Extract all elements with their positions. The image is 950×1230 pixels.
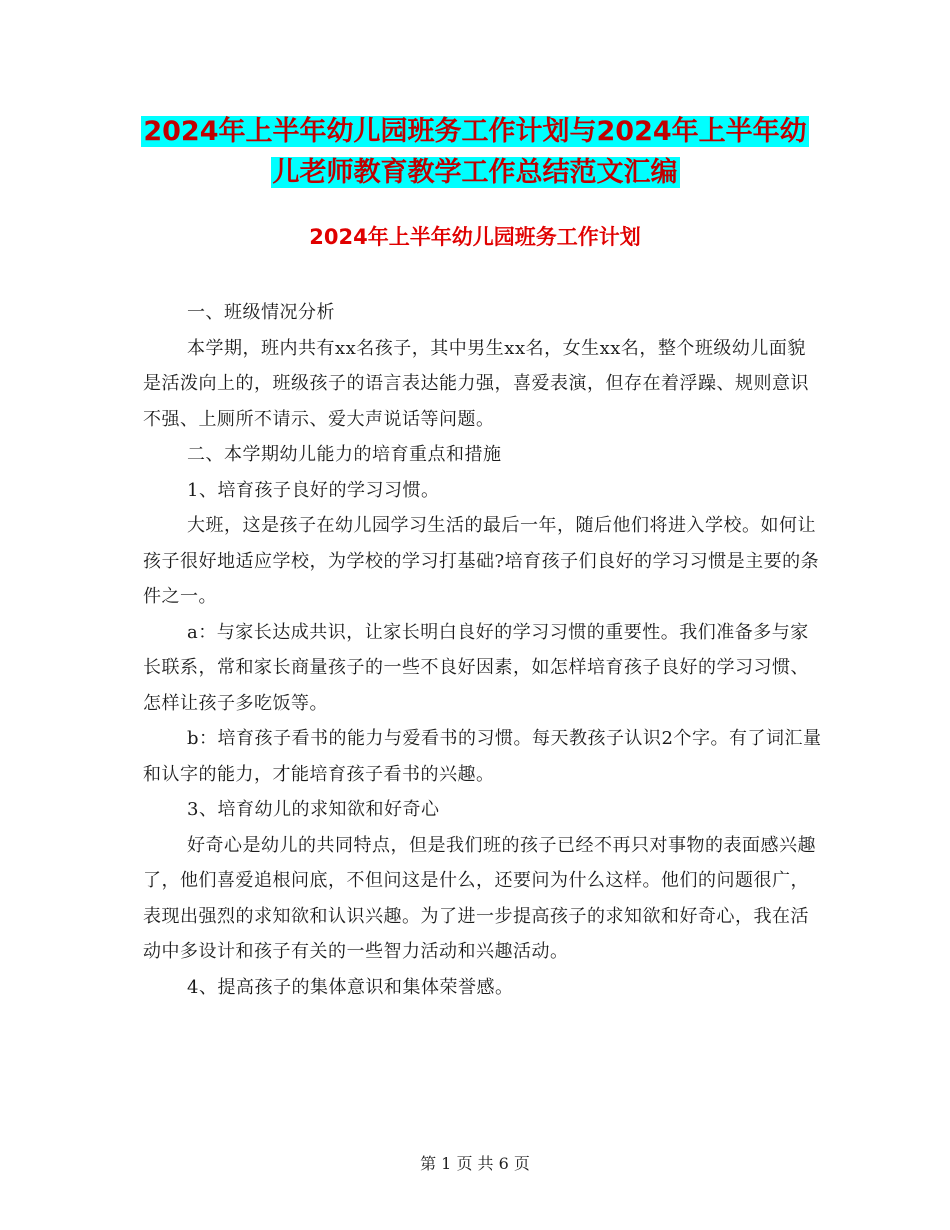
section-title: 2024年上半年幼儿园班务工作计划 — [309, 225, 641, 249]
paragraph: 一、班级情况分析 — [187, 302, 335, 323]
paragraph: 好奇心是幼儿的共同特点，但是我们班的孩子已经不再只对事物的表面感兴趣了，他们喜爱追根问底，不但问这是什么，还要问为什么这样。他们的问题很广，表现出强烈的求知欲和认识兴趣。为了进一步提高孩子的求知欲和好奇心，我在活动中多设计和孩子有关的一些智力活动和兴趣活动。 — [143, 834, 816, 962]
paragraph: 本学期，班内共有xx名孩子，其中男生xx名，女生xx名，整个班级幼儿面貌是活泼向上的，班级孩子的语言表达能力强，喜爱表演，但存在着浮躁、规则意识不强、上厕所不请示、爱大声说话等问题。 — [143, 337, 809, 430]
document-title-line-1 — [0, 112, 950, 152]
paragraph: 3、培育幼儿的求知欲和好奇心 — [187, 799, 440, 820]
title-highlight-1: 2024年上半年幼儿园班务工作计划与2024年上半年幼 — [143, 116, 807, 147]
paragraph: 4、提高孩子的集体意识和集体荣誉感。 — [187, 976, 514, 998]
paragraph: 二、本学期幼儿能力的培育重点和措施 — [187, 444, 502, 465]
title-highlight-2: 儿老师教育教学工作总结范文汇编 — [272, 157, 678, 188]
document-title-line-2 — [0, 153, 950, 193]
paragraph: b：培育孩子看书的能力与爱看书的习惯。每天教孩子认识2个字。有了词汇量和认字的能力，才能培育孩子看书的兴趣。 — [143, 728, 822, 785]
document-body — [143, 295, 823, 1005]
paragraph: 1、培育孩子良好的学习习惯。 — [187, 479, 440, 501]
paragraph: a：与家长达成共识，让家长明白良好的学习习惯的重要性。我们准备多与家长联系，常和家长商量孩子的一些不良好因素，如怎样培育孩子良好的学习习惯、怎样让孩子多吃饭等。 — [143, 621, 809, 714]
page-footer: 第 1 页 共 6 页 — [420, 1154, 530, 1173]
paragraph: 大班，这是孩子在幼儿园学习生活的最后一年，随后他们将进入学校。如何让孩子很好地适应学校，为学校的学习打基础?培育孩子们良好的学习习惯是主要的条件之一。 — [143, 515, 820, 607]
